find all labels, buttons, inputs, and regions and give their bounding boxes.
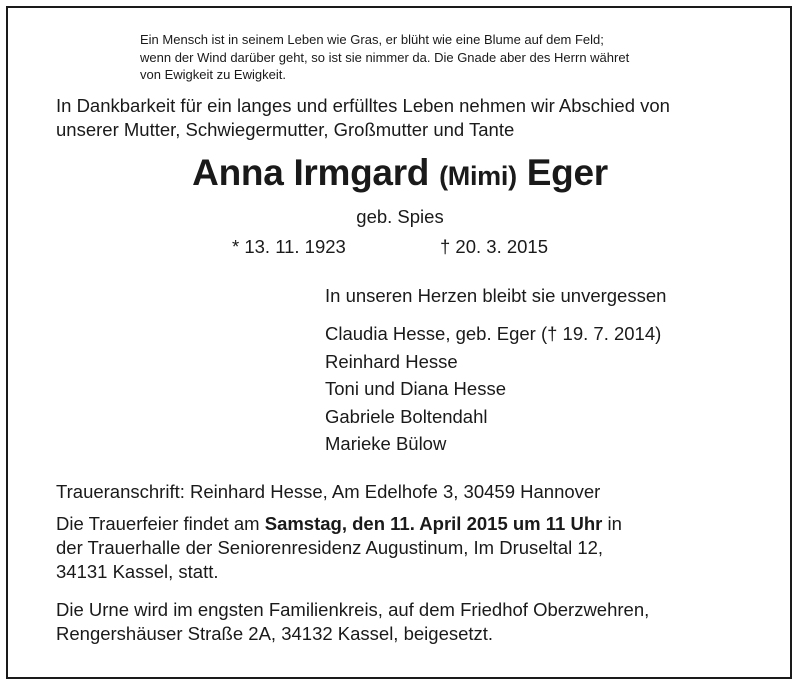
bible-quote (140, 31, 629, 84)
ceremony-date: Samstag, den 11. April 2015 um 11 Uhr (264, 513, 603, 534)
first-names: Anna Irmgard (192, 152, 430, 193)
quote-line: wenn der Wind darüber geht, so ist sie nimmer da. Die Gnade aber des Herrn währet (140, 49, 630, 65)
surname: Eger (526, 152, 608, 193)
mourner-item: Reinhard Hesse (325, 350, 458, 372)
mourner-item: Claudia Hesse, geb. Eger († 19. 7. 2014) (325, 323, 662, 344)
intro-text (56, 94, 670, 142)
urn-info (56, 598, 649, 646)
ceremony-line (56, 512, 622, 536)
born-name: geb. Spies (356, 206, 444, 227)
ceremony-info (56, 512, 622, 584)
ceremony-line: 34131 Kassel, statt. (56, 561, 219, 582)
mourner-item: Toni und Diana Hesse (325, 378, 506, 399)
quote-line: Ein Mensch ist in seinem Leben wie Gras, er blüht wie eine Blume auf dem Feld; (140, 32, 604, 47)
urn-line: Die Urne wird im engsten Familienkreis, auf dem Friedhof Oberzwehren, (56, 599, 650, 620)
quote-line: von Ewigkeit zu Ewigkeit. (140, 67, 286, 82)
deceased-name (0, 152, 800, 194)
mourner-item: Marieke Bülow (325, 433, 447, 454)
urn-line: Rengershäuser Straße 2A, 34132 Kassel, beigesetzt. (56, 623, 494, 644)
birth-date: * 13. 11. 1923 (232, 236, 346, 257)
nickname: (Mimi) (439, 161, 517, 191)
remember-line: In unseren Herzen bleibt sie unvergessen (325, 285, 667, 306)
death-date: † 20. 3. 2015 (440, 236, 549, 257)
intro-line: unserer Mutter, Schwiegermutter, Großmutter und Tante (56, 119, 515, 140)
ceremony-suffix: in (602, 513, 622, 534)
mourning-address: Traueranschrift: Reinhard Hesse, Am Edelhofe 3, 30459 Hannover (56, 481, 601, 502)
ceremony-line: der Trauerhalle der Seniorenresidenz Augustinum, Im Druseltal 12, (56, 537, 604, 558)
mourner-item: Gabriele Boltendahl (325, 405, 488, 427)
intro-line: In Dankbarkeit für ein langes und erfülltes Leben nehmen wir Abschied von (56, 95, 670, 116)
ceremony-prefix: Die Trauerfeier findet am (56, 513, 265, 534)
mourners-list (325, 320, 661, 458)
